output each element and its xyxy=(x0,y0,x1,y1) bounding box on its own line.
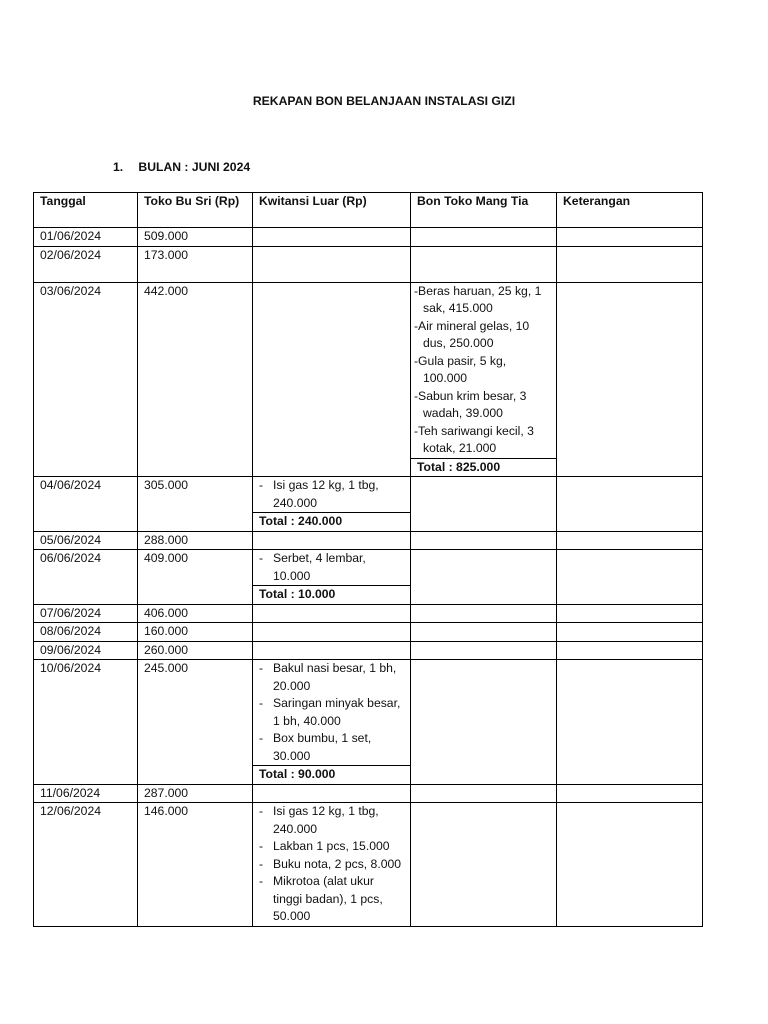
kwitansi-item: - Isi gas 12 kg, 1 tbg, 240.000 xyxy=(259,477,404,512)
cell-kwitansi xyxy=(253,660,411,785)
cell-bon xyxy=(411,228,557,247)
cell-amount: 288.000 xyxy=(138,531,253,550)
table-header-row xyxy=(34,193,703,228)
bon-item-list xyxy=(414,283,556,458)
bon-item: -Gula pasir, 5 kg, 100.000 xyxy=(414,353,507,385)
bon-item: -Beras haruan, 25 kg, 1 sak, 415.000 xyxy=(414,283,542,315)
cell-keterangan xyxy=(557,604,703,623)
cell-bon xyxy=(411,784,557,803)
cell-keterangan xyxy=(557,228,703,247)
cell-keterangan xyxy=(557,246,703,282)
header-keterangan: Keterangan xyxy=(557,193,703,228)
section-number: 1. xyxy=(113,160,124,174)
kwitansi-total: Total : 240.000 xyxy=(253,512,410,531)
cell-bon xyxy=(411,641,557,660)
table-row xyxy=(34,550,703,605)
kwitansi-item: - Box bumbu, 1 set, 30.000 xyxy=(259,730,404,765)
bon-total: Total : 825.000 xyxy=(411,458,556,477)
section-title: BULAN : JUNI 2024 xyxy=(138,160,251,174)
cell-date: 06/06/2024 xyxy=(34,550,138,605)
table-row xyxy=(34,803,703,927)
cell-bon xyxy=(411,803,557,927)
cell-keterangan xyxy=(557,477,703,532)
kwitansi-item-list xyxy=(259,477,404,512)
kwitansi-item: - Isi gas 12 kg, 1 tbg, 240.000 xyxy=(259,803,404,838)
cell-date: 09/06/2024 xyxy=(34,641,138,660)
cell-amount: 245.000 xyxy=(138,660,253,785)
cell-keterangan xyxy=(557,623,703,642)
cell-amount: 260.000 xyxy=(138,641,253,660)
cell-kwitansi xyxy=(253,228,411,247)
cell-date: 07/06/2024 xyxy=(34,604,138,623)
header-kwitansi-luar: Kwitansi Luar (Rp) xyxy=(253,193,411,228)
cell-amount: 509.000 xyxy=(138,228,253,247)
cell-date: 02/06/2024 xyxy=(34,246,138,282)
cell-kwitansi xyxy=(253,246,411,282)
kwitansi-total: Total : 10.000 xyxy=(253,585,410,604)
cell-kwitansi xyxy=(253,282,411,477)
cell-bon xyxy=(411,531,557,550)
cell-date: 08/06/2024 xyxy=(34,623,138,642)
kwitansi-item: - Buku nota, 2 pcs, 8.000 xyxy=(259,856,404,874)
table-row xyxy=(34,246,703,282)
cell-amount: 305.000 xyxy=(138,477,253,532)
cell-kwitansi xyxy=(253,784,411,803)
cell-amount: 406.000 xyxy=(138,604,253,623)
cell-amount: 173.000 xyxy=(138,246,253,282)
table-row xyxy=(34,477,703,532)
cell-kwitansi xyxy=(253,623,411,642)
cell-keterangan xyxy=(557,550,703,605)
cell-bon xyxy=(411,623,557,642)
table-row xyxy=(34,641,703,660)
cell-kwitansi xyxy=(253,803,411,927)
cell-kwitansi xyxy=(253,604,411,623)
cell-date: 10/06/2024 xyxy=(34,660,138,785)
cell-keterangan xyxy=(557,641,703,660)
cell-amount: 160.000 xyxy=(138,623,253,642)
kwitansi-item-list xyxy=(259,660,404,765)
kwitansi-total: Total : 90.000 xyxy=(253,765,410,784)
cell-date: 01/06/2024 xyxy=(34,228,138,247)
cell-bon xyxy=(411,550,557,605)
kwitansi-item-list xyxy=(259,803,404,926)
cell-kwitansi xyxy=(253,641,411,660)
cell-keterangan xyxy=(557,660,703,785)
table-row xyxy=(34,660,703,785)
kwitansi-item: - Saringan minyak besar, 1 bh, 40.000 xyxy=(259,695,404,730)
cell-date: 05/06/2024 xyxy=(34,531,138,550)
cell-amount: 146.000 xyxy=(138,803,253,927)
cell-date: 11/06/2024 xyxy=(34,784,138,803)
kwitansi-item: - Serbet, 4 lembar, 10.000 xyxy=(259,550,404,585)
bon-item: -Teh sariwangi kecil, 3 kotak, 21.000 xyxy=(414,423,534,455)
cell-bon xyxy=(411,604,557,623)
cell-bon xyxy=(411,477,557,532)
kwitansi-item-list xyxy=(259,550,404,585)
header-toko-bu-sri: Toko Bu Sri (Rp) xyxy=(138,193,253,228)
cell-amount: 287.000 xyxy=(138,784,253,803)
cell-bon xyxy=(411,246,557,282)
table-row xyxy=(34,784,703,803)
header-tanggal: Tanggal xyxy=(34,193,138,228)
cell-bon xyxy=(411,660,557,785)
rekap-table xyxy=(33,192,703,927)
table-row xyxy=(34,282,703,477)
cell-kwitansi xyxy=(253,550,411,605)
section-heading xyxy=(113,160,250,174)
cell-keterangan xyxy=(557,282,703,477)
cell-keterangan xyxy=(557,784,703,803)
cell-kwitansi xyxy=(253,477,411,532)
kwitansi-item: - Bakul nasi besar, 1 bh, 20.000 xyxy=(259,660,404,695)
table-row xyxy=(34,531,703,550)
cell-amount: 442.000 xyxy=(138,282,253,477)
bon-item: -Sabun krim besar, 3 wadah, 39.000 xyxy=(414,388,527,420)
cell-date: 12/06/2024 xyxy=(34,803,138,927)
cell-bon xyxy=(411,282,557,477)
document-title: REKAPAN BON BELANJAAN INSTALASI GIZI xyxy=(252,94,516,108)
cell-date: 03/06/2024 xyxy=(34,282,138,477)
table-row xyxy=(34,623,703,642)
kwitansi-item: - Lakban 1 pcs, 15.000 xyxy=(259,838,404,856)
cell-keterangan xyxy=(557,803,703,927)
cell-kwitansi xyxy=(253,531,411,550)
table-row xyxy=(34,604,703,623)
cell-keterangan xyxy=(557,531,703,550)
table-row xyxy=(34,228,703,247)
cell-date: 04/06/2024 xyxy=(34,477,138,532)
kwitansi-item: - Mikrotoa (alat ukur tinggi badan), 1 pcs, 50.000 xyxy=(259,873,404,926)
cell-amount: 409.000 xyxy=(138,550,253,605)
bon-item: -Air mineral gelas, 10 dus, 250.000 xyxy=(414,318,530,350)
header-bon-toko: Bon Toko Mang Tia xyxy=(411,193,557,228)
